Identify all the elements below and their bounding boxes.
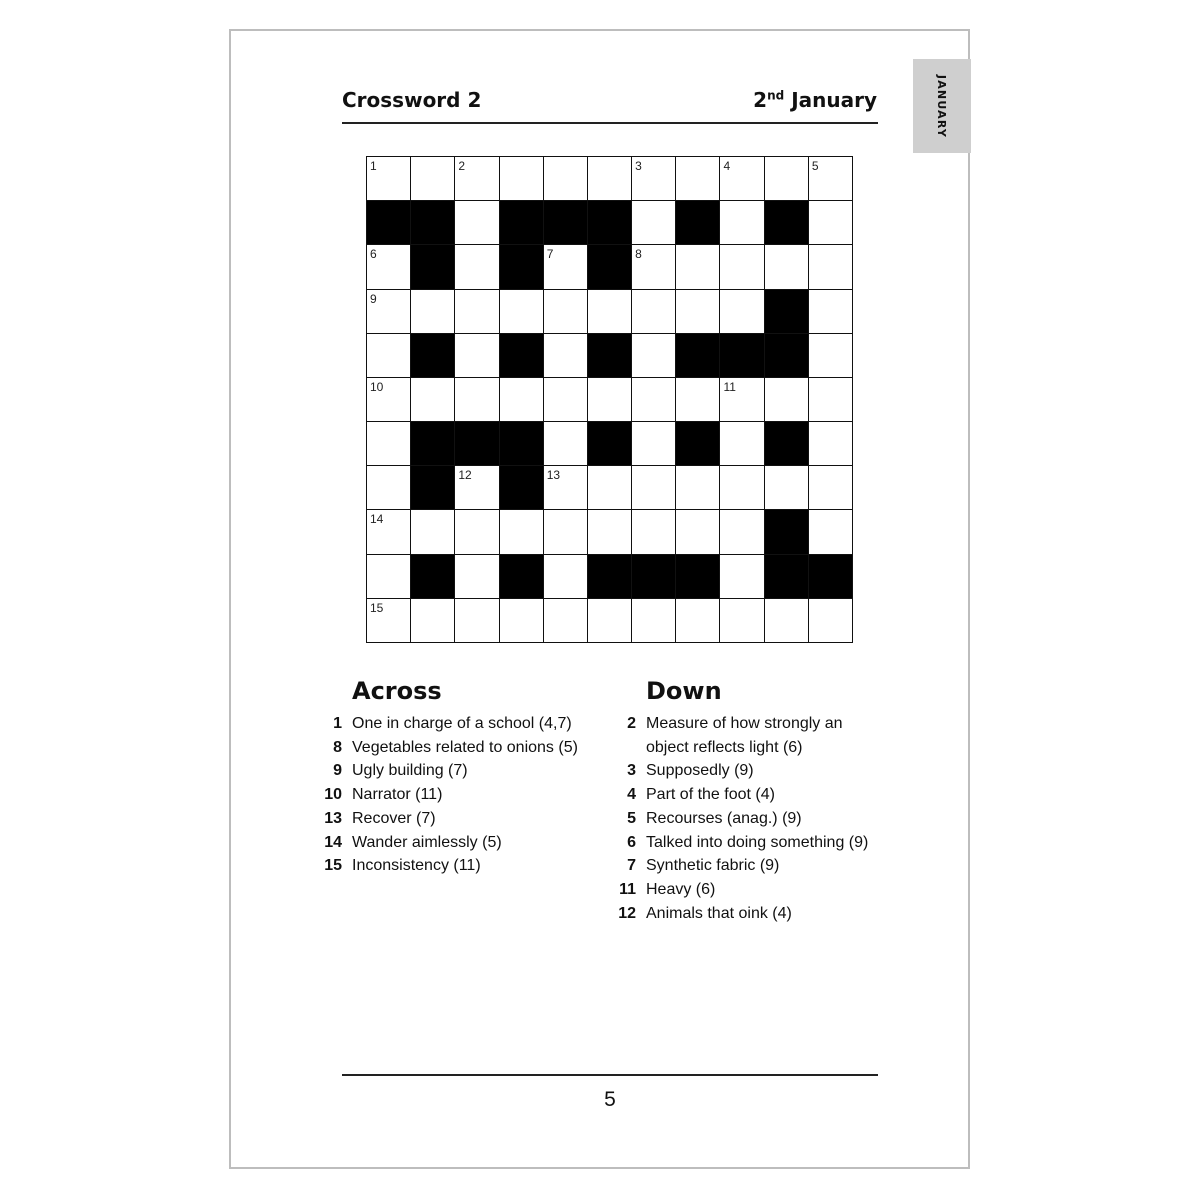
- clue-number: 4: [723, 159, 731, 173]
- grid-cell[interactable]: [765, 466, 808, 509]
- grid-cell[interactable]: [632, 510, 675, 553]
- grid-cell[interactable]: [632, 422, 675, 465]
- across-clue: [320, 783, 610, 807]
- clue-text: One in charge of a school (4,7): [352, 715, 572, 732]
- clue-text: Ugly building (7): [352, 762, 468, 780]
- across-clue: [320, 854, 610, 878]
- clue-number: 7: [546, 247, 554, 262]
- grid-cell-black: [588, 334, 631, 377]
- grid-cell[interactable]: [544, 157, 587, 200]
- month-side-tab-label: JANUARY: [935, 74, 949, 138]
- clue-num: 13: [324, 809, 342, 827]
- crossword-grid: [366, 156, 853, 643]
- grid-cell[interactable]: [720, 378, 763, 421]
- clue-num: 5: [627, 809, 636, 827]
- grid-cell[interactable]: [809, 334, 852, 377]
- grid-cell-black: [765, 555, 808, 598]
- grid-cell[interactable]: [544, 290, 587, 333]
- grid-cell[interactable]: [455, 334, 498, 377]
- grid-cell[interactable]: [455, 510, 498, 553]
- grid-cell[interactable]: [588, 510, 631, 553]
- grid-cell[interactable]: [632, 378, 675, 421]
- down-clue-list: [614, 712, 874, 925]
- grid-cell[interactable]: [544, 378, 587, 421]
- grid-cell-black: [588, 555, 631, 598]
- grid-cell[interactable]: [676, 599, 719, 642]
- grid-cell[interactable]: [720, 290, 763, 333]
- grid-cell-black: [500, 245, 543, 288]
- grid-cell[interactable]: [809, 510, 852, 553]
- clue-text: Synthetic fabric (9): [646, 857, 780, 875]
- down-clues: [614, 674, 874, 925]
- grid-cell[interactable]: [676, 466, 719, 509]
- down-clue: [614, 831, 874, 855]
- across-clue: [320, 759, 610, 783]
- grid-cell-black: [411, 422, 454, 465]
- grid-cell[interactable]: [676, 157, 719, 200]
- grid-cell[interactable]: [588, 290, 631, 333]
- across-clues: [320, 674, 610, 878]
- clue-number: 8: [635, 247, 642, 262]
- grid-cell[interactable]: [411, 510, 454, 553]
- clue-number: 14: [370, 512, 384, 527]
- grid-cell-black: [765, 510, 808, 553]
- grid-cell-black: [500, 466, 543, 509]
- clue-num: 3: [627, 762, 636, 780]
- grid-cell[interactable]: [411, 599, 454, 642]
- grid-cell[interactable]: [676, 245, 719, 288]
- grid-cell[interactable]: [544, 599, 587, 642]
- clue-number: 6: [370, 247, 377, 262]
- grid-cell[interactable]: [632, 599, 675, 642]
- grid-cell-black: [411, 555, 454, 598]
- grid-cell-black: [765, 290, 808, 333]
- grid-cell[interactable]: [455, 378, 498, 421]
- grid-cell[interactable]: [544, 510, 587, 553]
- clue-num: 9: [333, 762, 342, 780]
- grid-cell[interactable]: [455, 599, 498, 642]
- grid-cell[interactable]: [367, 157, 410, 200]
- clue-num: 11: [619, 880, 636, 898]
- clue-number: 12: [458, 468, 472, 483]
- clue-num: 6: [627, 833, 636, 851]
- date-month: January: [791, 88, 877, 112]
- clue-text: Inconsistency (11): [352, 857, 481, 875]
- grid-cell-black: [765, 334, 808, 377]
- grid-cell-black: [809, 555, 852, 598]
- clue-num: 15: [324, 857, 342, 875]
- clue-text: Animals that oink (4): [646, 904, 792, 922]
- grid-cell-black: [676, 555, 719, 598]
- clue-text: Supposedly (9): [646, 762, 754, 780]
- clue-text: Narrator (11): [352, 786, 443, 804]
- down-clue: [614, 807, 874, 831]
- grid-cell[interactable]: [544, 245, 587, 288]
- grid-cell[interactable]: [411, 157, 454, 200]
- grid-cell[interactable]: [632, 245, 675, 288]
- grid-cell[interactable]: [632, 290, 675, 333]
- date-day: 2: [753, 88, 768, 112]
- clue-number: 10: [370, 379, 384, 394]
- grid-cell-black: [544, 201, 587, 244]
- grid-cell[interactable]: [500, 510, 543, 553]
- clue-num: 12: [618, 904, 636, 922]
- grid-cell[interactable]: [544, 422, 587, 465]
- grid-cell-black: [411, 201, 454, 244]
- clue-num: 1: [333, 715, 342, 732]
- grid-cell-black: [411, 334, 454, 377]
- clue-number: 15: [370, 600, 384, 615]
- clue-num: 4: [627, 786, 636, 804]
- clue-num: 2: [627, 715, 636, 732]
- grid-cell[interactable]: [455, 555, 498, 598]
- grid-cell-black: [676, 201, 719, 244]
- grid-cell-black: [455, 422, 498, 465]
- grid-cell[interactable]: [544, 555, 587, 598]
- clue-text: Recourses (anag.) (9): [646, 809, 802, 827]
- grid-cell[interactable]: [588, 466, 631, 509]
- grid-cell[interactable]: [367, 245, 410, 288]
- grid-cell[interactable]: [455, 466, 498, 509]
- grid-cell[interactable]: [720, 510, 763, 553]
- grid-cell[interactable]: [765, 599, 808, 642]
- footer-divider: [342, 1074, 878, 1076]
- grid-cell-black: [500, 334, 543, 377]
- grid-cell-black: [588, 245, 631, 288]
- grid-cell[interactable]: [411, 290, 454, 333]
- month-side-tab: [913, 59, 971, 153]
- grid-cell[interactable]: [367, 466, 410, 509]
- grid-cell-black: [676, 334, 719, 377]
- grid-cell[interactable]: [500, 157, 543, 200]
- clue-number: 2: [458, 159, 466, 173]
- down-clue: [614, 783, 874, 807]
- clue-num: 8: [333, 738, 342, 756]
- grid-cell-black: [500, 555, 543, 598]
- header-divider: [342, 122, 878, 124]
- grid-cell[interactable]: [765, 245, 808, 288]
- down-clue: [614, 854, 874, 878]
- clue-text: Vegetables related to onions (5): [352, 738, 578, 756]
- grid-cell[interactable]: [455, 245, 498, 288]
- across-heading: Across: [352, 677, 442, 705]
- grid-cell[interactable]: [809, 290, 852, 333]
- grid-cell[interactable]: [588, 378, 631, 421]
- grid-cell-black: [676, 422, 719, 465]
- across-clue: [320, 807, 610, 831]
- grid-cell-black: [500, 201, 543, 244]
- clue-number: 13: [546, 468, 561, 483]
- down-clue: [614, 759, 874, 783]
- grid-cell[interactable]: [720, 466, 763, 509]
- grid-cell[interactable]: [720, 157, 763, 200]
- grid-cell[interactable]: [588, 157, 631, 200]
- clue-num: 14: [324, 833, 342, 851]
- down-clue: [614, 902, 874, 926]
- grid-cell[interactable]: [367, 378, 410, 421]
- grid-cell-black: [411, 466, 454, 509]
- grid-cell[interactable]: [455, 290, 498, 333]
- grid-cell[interactable]: [676, 510, 719, 553]
- grid-cell[interactable]: [632, 157, 675, 200]
- grid-cell[interactable]: [720, 245, 763, 288]
- across-clue: [320, 736, 610, 760]
- across-clue-list: [320, 712, 610, 878]
- grid-cell-black: [588, 201, 631, 244]
- grid-cell[interactable]: [367, 290, 410, 333]
- grid-cell[interactable]: [809, 201, 852, 244]
- grid-cell[interactable]: [809, 245, 852, 288]
- down-heading: Down: [646, 677, 722, 705]
- grid-cell[interactable]: [367, 422, 410, 465]
- grid-cell[interactable]: [632, 201, 675, 244]
- grid-cell[interactable]: [809, 157, 852, 200]
- grid-cell[interactable]: [809, 466, 852, 509]
- grid-cell-black: [500, 422, 543, 465]
- grid-cell[interactable]: [367, 510, 410, 553]
- grid-cell[interactable]: [632, 334, 675, 377]
- puzzle-title: Crossword 2: [342, 88, 482, 112]
- grid-cell[interactable]: [500, 599, 543, 642]
- grid-cell-black: [588, 422, 631, 465]
- grid-cell-black: [765, 201, 808, 244]
- grid-cell[interactable]: [367, 599, 410, 642]
- clue-number: 3: [635, 159, 642, 173]
- clue-text: Heavy (6): [646, 880, 716, 898]
- grid-cell[interactable]: [809, 378, 852, 421]
- grid-cell[interactable]: [544, 334, 587, 377]
- grid-cell[interactable]: [676, 290, 719, 333]
- grid-cell[interactable]: [367, 334, 410, 377]
- grid-cell[interactable]: [500, 290, 543, 333]
- grid-cell-black: [411, 245, 454, 288]
- clue-number: 9: [370, 291, 377, 306]
- grid-cell-black: [765, 422, 808, 465]
- clue-num: 10: [324, 786, 342, 804]
- grid-cell[interactable]: [720, 599, 763, 642]
- grid-cell[interactable]: [500, 378, 543, 421]
- grid-cell-black: [367, 201, 410, 244]
- down-clue: [614, 878, 874, 902]
- grid-cell[interactable]: [765, 378, 808, 421]
- grid-cell[interactable]: [455, 157, 498, 200]
- grid-cell-black: [720, 334, 763, 377]
- grid-cell[interactable]: [544, 466, 587, 509]
- grid-cell[interactable]: [455, 201, 498, 244]
- grid-cell[interactable]: [809, 422, 852, 465]
- clue-text: Measure of how strongly an object reflects light (6): [646, 715, 843, 756]
- grid-cell[interactable]: [809, 599, 852, 642]
- clue-text: Recover (7): [352, 809, 436, 827]
- grid-cell[interactable]: [588, 599, 631, 642]
- clue-text: Talked into doing something (9): [646, 833, 869, 851]
- grid-cell-black: [632, 555, 675, 598]
- clue-number: 11: [723, 379, 736, 394]
- puzzle-date: [753, 88, 877, 112]
- grid-cell[interactable]: [720, 422, 763, 465]
- across-clue: [320, 712, 610, 736]
- grid-cell[interactable]: [676, 378, 719, 421]
- grid-cell[interactable]: [411, 378, 454, 421]
- clue-num: 7: [627, 857, 636, 875]
- grid-cell[interactable]: [765, 157, 808, 200]
- clue-number: 1: [370, 159, 377, 173]
- page-number: 5: [604, 1088, 616, 1111]
- grid-cell[interactable]: [632, 466, 675, 509]
- grid-cell[interactable]: [367, 555, 410, 598]
- clue-text: Part of the foot (4): [646, 786, 775, 804]
- grid-cell[interactable]: [720, 201, 763, 244]
- across-clue: [320, 831, 610, 855]
- grid-cell[interactable]: [720, 555, 763, 598]
- date-suffix: nd: [767, 88, 785, 103]
- down-clue: [614, 712, 874, 759]
- clue-number: 5: [811, 159, 819, 173]
- clue-text: Wander aimlessly (5): [352, 833, 502, 851]
